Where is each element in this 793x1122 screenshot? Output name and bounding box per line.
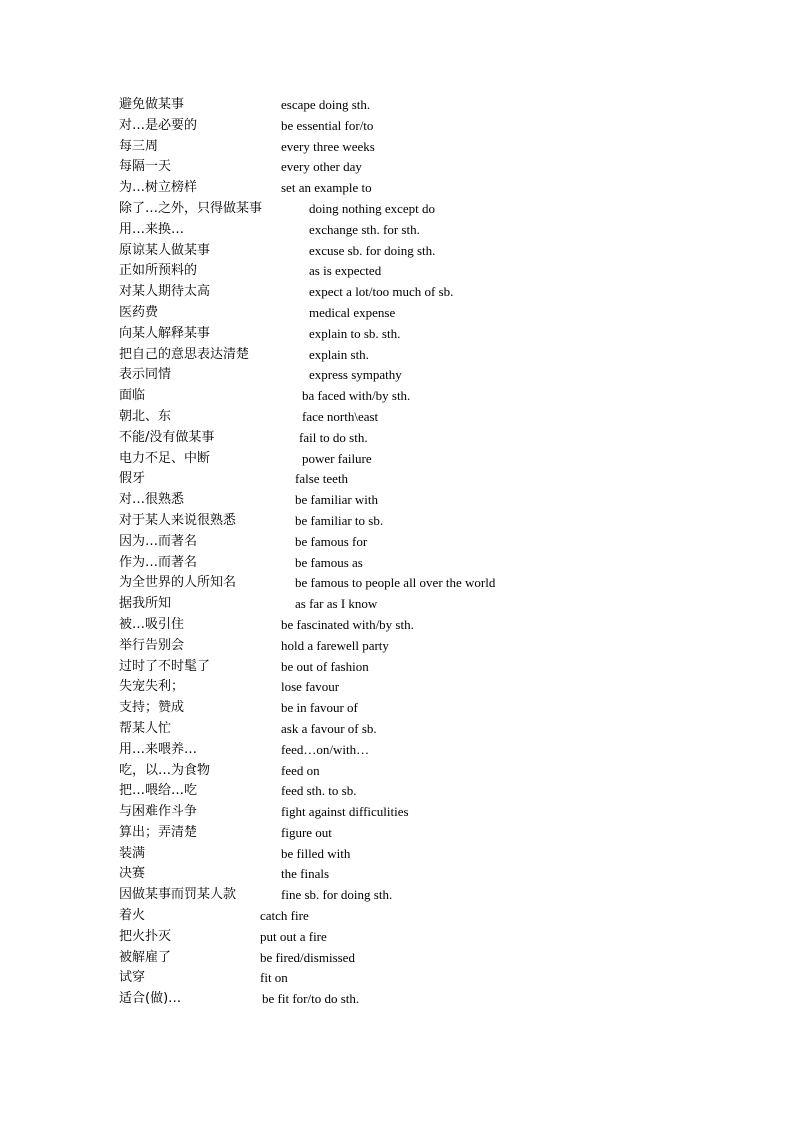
english-phrase: medical expense [309,304,396,320]
chinese-phrase: 每隔一天 [119,159,172,175]
chinese-phrase: 用…来换… [119,221,185,237]
chinese-phrase: 吃，以…为食物 [119,762,211,778]
english-phrase: expect a lot/too much of sb. [309,284,454,300]
english-phrase: face north\east [302,408,379,424]
chinese-phrase: 因为…而著名 [119,533,198,549]
english-phrase: feed on [281,762,320,778]
english-phrase: be familiar with [295,492,379,508]
chinese-phrase: 被解雇了 [119,949,172,965]
chinese-phrase: 医药费 [119,304,159,320]
chinese-phrase: 算出；弄清楚 [119,824,198,840]
chinese-phrase: 决赛 [119,866,146,882]
vocab-row [0,989,793,1010]
vocabulary-list [0,95,793,1010]
english-phrase: be essential for/to [281,117,374,133]
vocab-row [0,199,793,220]
chinese-phrase: 把火扑灭 [119,928,172,944]
english-phrase: ask a favour of sb. [281,720,377,736]
english-phrase: hold a farewell party [281,637,389,653]
vocab-row [0,178,793,199]
chinese-phrase: 因做某事而罚某人款 [119,887,237,903]
english-phrase: fit on [260,970,288,986]
vocab-row [0,615,793,636]
chinese-phrase: 被…吸引住 [119,616,185,632]
english-phrase: doing nothing except do [309,200,436,216]
english-phrase: power failure [302,450,372,466]
english-phrase: be famous to people all over the world [295,575,496,591]
vocab-row [0,885,793,906]
chinese-phrase: 帮某人忙 [119,720,172,736]
vocab-row [0,365,793,386]
chinese-phrase: 电力不足、中断 [119,450,211,466]
chinese-phrase: 面临 [119,388,146,404]
english-phrase: be famous as [295,554,363,570]
english-phrase: be fit for/to do sth. [262,991,360,1007]
english-phrase: exchange sth. for sth. [309,221,420,237]
vocab-row [0,844,793,865]
chinese-phrase: 避免做某事 [119,97,185,112]
vocab-row [0,449,793,470]
vocab-row [0,823,793,844]
english-phrase: ba faced with/by sth. [302,388,411,404]
chinese-phrase: 原谅某人做某事 [119,242,211,258]
vocab-row [0,345,793,366]
chinese-phrase: 除了…之外，只得做某事 [119,200,263,216]
chinese-phrase: 不能/没有做某事 [119,429,215,445]
english-phrase: be familiar to sb. [295,512,384,528]
vocab-row [0,657,793,678]
chinese-phrase: 失宠失利； [119,679,185,695]
vocab-row [0,428,793,449]
chinese-phrase: 适合(做)… [119,991,182,1007]
vocab-row [0,781,793,802]
chinese-phrase: 装满 [119,845,146,861]
vocab-row [0,116,793,137]
chinese-phrase: 每三周 [119,138,159,154]
english-phrase: be fascinated with/by sth. [281,616,414,632]
english-phrase: every three weeks [281,138,375,154]
vocab-row [0,532,793,553]
chinese-phrase: 试穿 [119,970,146,986]
english-phrase: explain to sb. sth. [309,325,401,341]
vocab-row [0,324,793,345]
chinese-phrase: 为全世界的人所知名 [119,575,237,591]
english-phrase: set an example to [281,180,372,196]
vocab-row [0,719,793,740]
vocab-row [0,906,793,927]
chinese-phrase: 对…很熟悉 [119,492,185,508]
vocab-row [0,241,793,262]
vocab-row [0,948,793,969]
vocab-row [0,137,793,158]
english-phrase: fail to do sth. [299,429,368,445]
vocab-row [0,95,793,116]
vocab-row [0,157,793,178]
english-phrase: excuse sb. for doing sth. [309,242,436,258]
english-phrase: false teeth [295,471,349,487]
english-phrase: the finals [281,866,330,882]
chinese-phrase: 作为…而著名 [119,554,198,570]
english-phrase: explain sth. [309,346,369,362]
chinese-phrase: 过时了不时髦了 [119,658,211,674]
vocab-row [0,407,793,428]
english-phrase: be out of fashion [281,658,369,674]
english-phrase: figure out [281,824,332,840]
chinese-phrase: 支持；赞成 [119,700,185,716]
chinese-phrase: 把自己的意思表达清楚 [119,346,250,362]
chinese-phrase: 朝北、东 [119,408,172,424]
vocab-row [0,282,793,303]
vocab-row [0,573,793,594]
english-phrase: lose favour [281,679,340,695]
english-phrase: put out a fire [260,928,327,944]
vocab-row [0,864,793,885]
english-phrase: as far as I know [295,596,378,612]
english-phrase: be famous for [295,533,368,549]
english-phrase: catch fire [260,908,309,924]
chinese-phrase: 对…是必要的 [119,117,198,133]
vocab-row [0,968,793,989]
vocab-row [0,303,793,324]
english-phrase: as is expected [309,263,382,279]
vocab-row [0,594,793,615]
vocab-row [0,261,793,282]
chinese-phrase: 正如所预料的 [119,263,198,279]
vocab-row [0,511,793,532]
vocab-row [0,636,793,657]
english-phrase: feed…on/with… [281,741,370,757]
english-phrase: be filled with [281,845,351,861]
chinese-phrase: 据我所知 [119,596,172,612]
chinese-phrase: 为…树立榜样 [119,180,198,196]
chinese-phrase: 着火 [119,908,146,924]
vocab-row [0,761,793,782]
chinese-phrase: 表示同情 [119,367,172,383]
vocab-row [0,490,793,511]
vocab-row [0,698,793,719]
english-phrase: express sympathy [309,367,402,383]
vocab-row [0,469,793,490]
english-phrase: be in favour of [281,700,358,716]
vocab-row [0,802,793,823]
chinese-phrase: 用…来喂养… [119,741,198,757]
chinese-phrase: 假牙 [119,471,146,487]
vocab-row [0,927,793,948]
vocab-row [0,677,793,698]
english-phrase: every other day [281,159,362,175]
chinese-phrase: 向某人解释某事 [119,325,211,341]
english-phrase: fine sb. for doing sth. [281,887,393,903]
english-phrase: fight against difficulities [281,804,409,820]
english-phrase: feed sth. to sb. [281,783,357,799]
chinese-phrase: 与困难作斗争 [119,804,198,820]
chinese-phrase: 对某人期待太高 [119,284,211,300]
vocab-row [0,553,793,574]
vocab-row [0,386,793,407]
chinese-phrase: 举行告别会 [119,637,185,653]
english-phrase: be fired/dismissed [260,949,355,965]
chinese-phrase: 对于某人来说很熟悉 [119,512,237,528]
vocab-row [0,220,793,241]
vocab-row [0,740,793,761]
chinese-phrase: 把…喂给…吃 [119,783,198,799]
english-phrase: escape doing sth. [281,97,371,112]
